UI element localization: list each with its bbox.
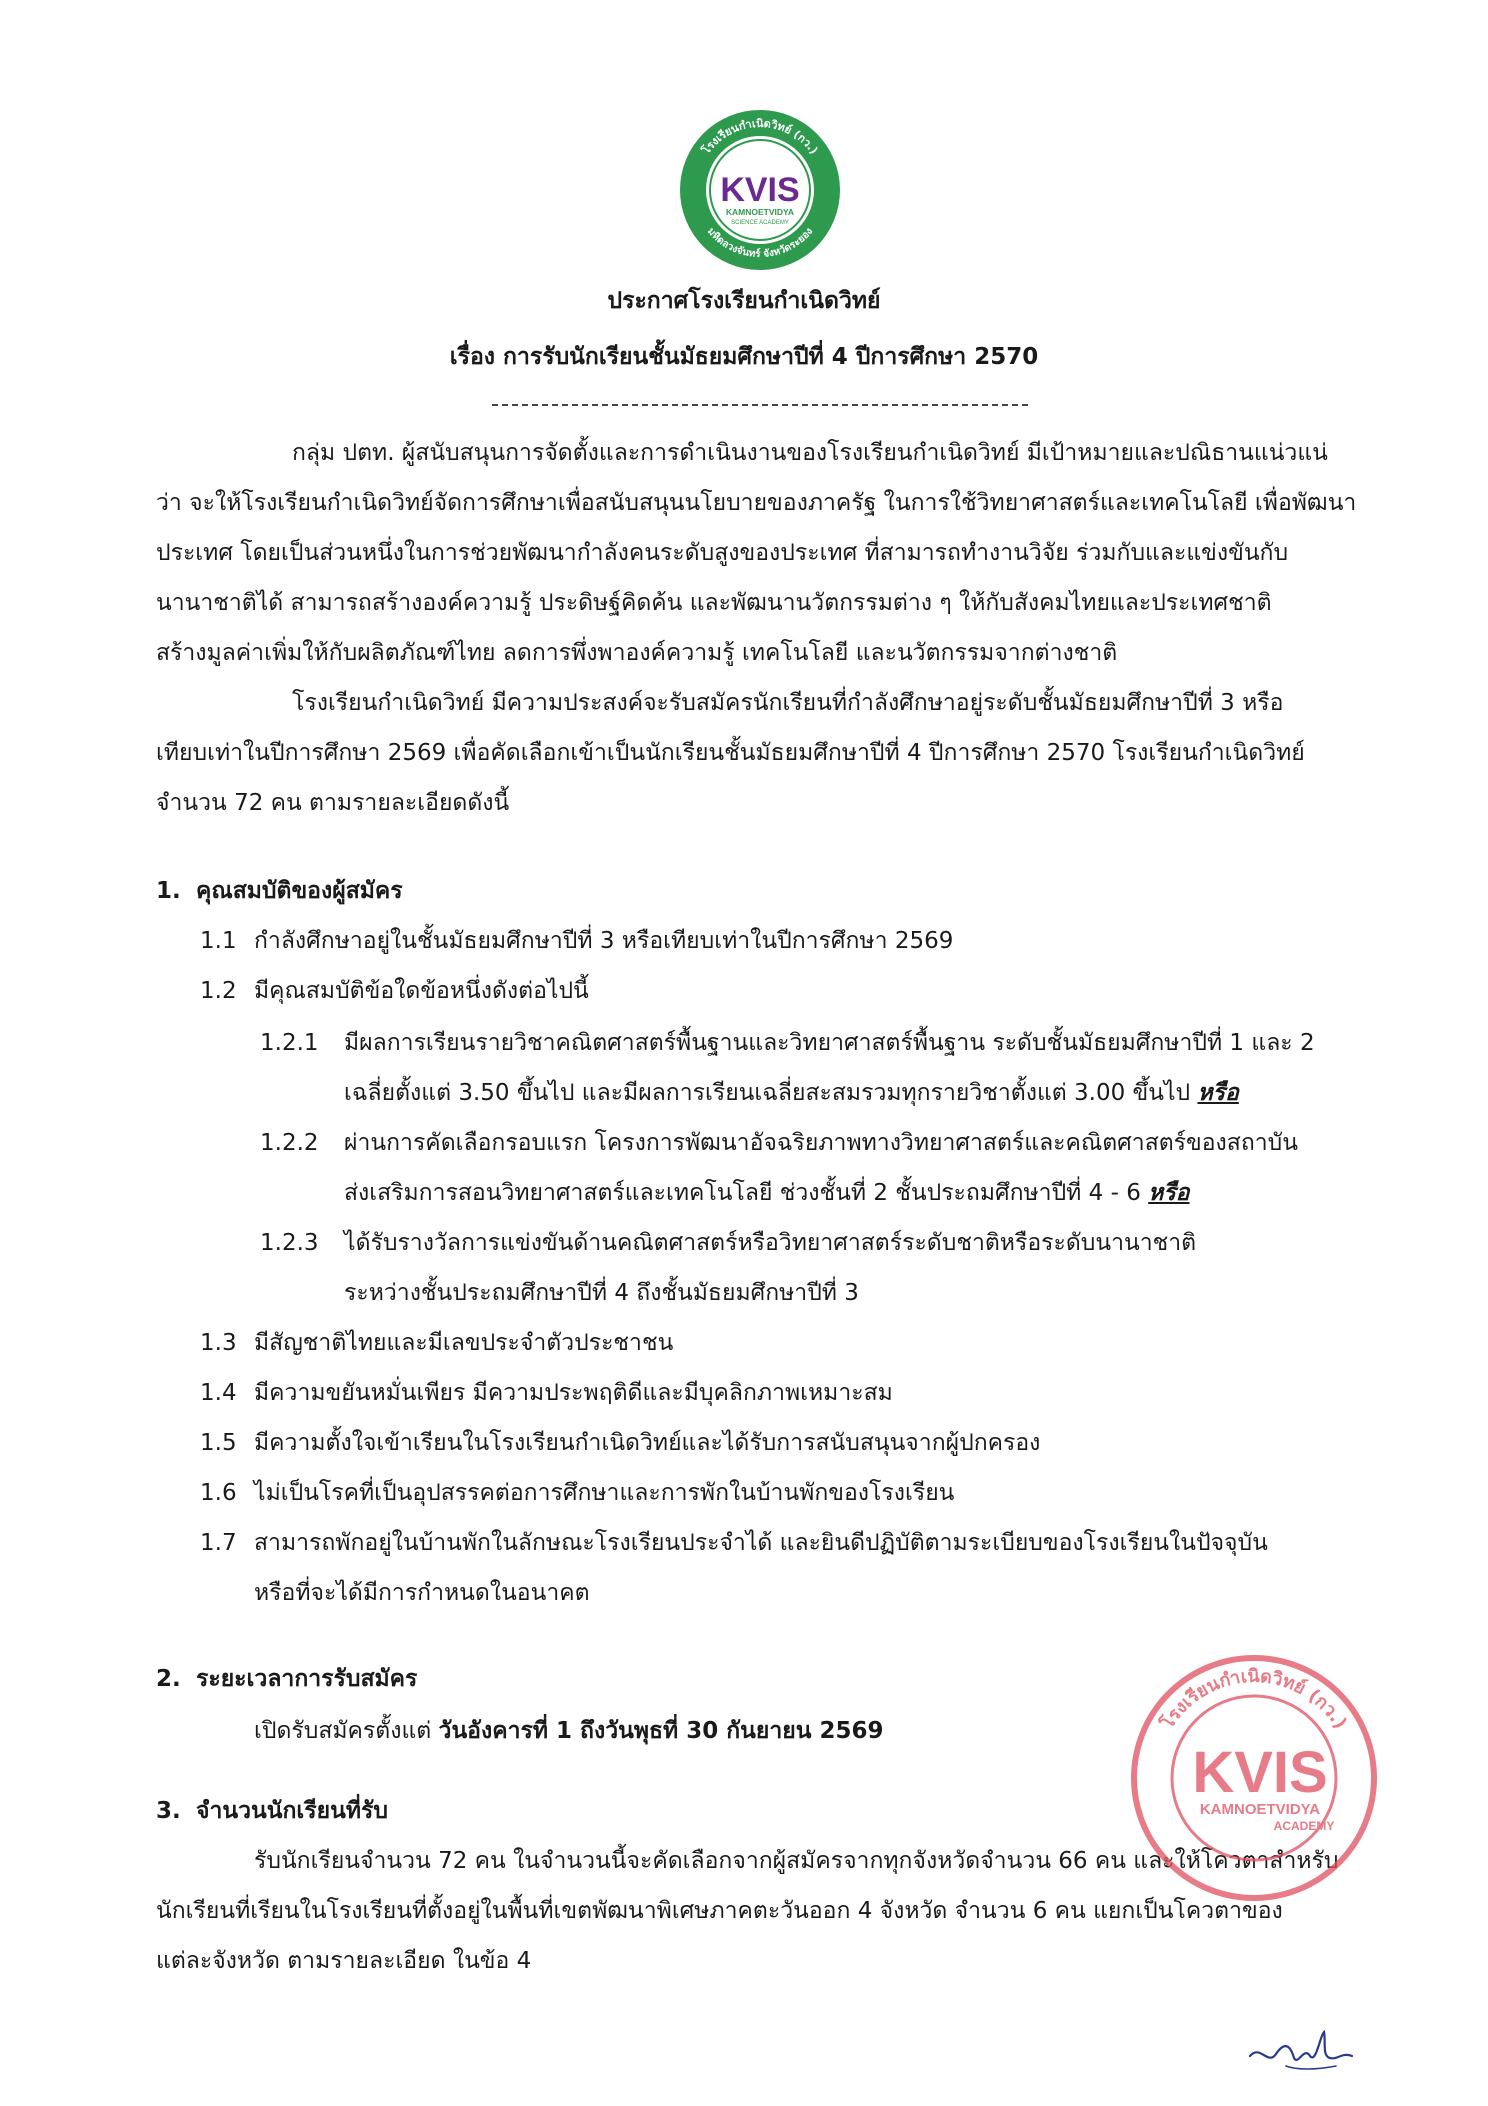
subitem-text: เฉลี่ยตั้งแต่ 3.50 ขึ้นไป และมีผลการเรียนเฉลี่ยสะสมรวมทุกรายวิชาตั้งแต่ 3.00 ขึ้นไป (344, 1080, 1191, 1106)
intro-line: โรงเรียนกำเนิดวิทย์ มีความประสงค์จะรับสมัครนักเรียนที่กำลังศึกษาอยู่ระดับชั้นมัธยมศึกษาปีที่ 3 หรือ (292, 690, 1284, 716)
quota-text: แต่ละจังหวัด ตามรายละเอียด ในข้อ 4 (156, 1948, 532, 1974)
quota-text: รับนักเรียนจำนวน 72 คน ในจำนวนนี้จะคัดเลือกจากผู้สมัครจากทุกจังหวัดจำนวน 66 คน และให้โควตาสำหรับ (254, 1848, 1339, 1874)
logo-sub-text2: SCIENCE ACADEMY (731, 220, 789, 226)
item-number: 1.1 (200, 928, 237, 954)
item-text: สามารถพักอยู่ในบ้านพักในลักษณะโรงเรียนประจำได้ และยินดีปฏิบัติตามระเบียบของโรงเรียนในปัจจุบัน (254, 1530, 1268, 1556)
kvis-logo (675, 105, 845, 275)
item-text: มีคุณสมบัติข้อใดข้อหนึ่งดังต่อไปนี้ (254, 978, 589, 1004)
subitem-number: 1.2.1 (260, 1030, 319, 1056)
section-2-number: 2. (156, 1666, 181, 1692)
school-stamp (1128, 1652, 1380, 1904)
application-period-prefix: เปิดรับสมัครตั้งแต่ (254, 1718, 439, 1744)
item-number: 1.7 (200, 1530, 237, 1556)
logo-ring-text-top: โรงเรียนกำเนิดวิทย์ (กว.) (699, 116, 821, 157)
intro-line: จำนวน 72 คน ตามรายละเอียดดังนี้ (156, 790, 510, 816)
stamp-sub-text: KAMNOETVIDYA (1199, 1801, 1321, 1818)
application-period-dates: วันอังคารที่ 1 ถึงวันพุธที่ 30 กันยายน 2569 (438, 1718, 884, 1744)
intro-line: กลุ่ม ปตท. ผู้สนับสนุนการจัดตั้งและการดำเนินงานของโรงเรียนกำเนิดวิทย์ มีเป้าหมายและปณิธานแน่วแน่ (292, 440, 1328, 466)
subitem-number: 1.2.2 (260, 1130, 319, 1156)
item-number: 1.3 (200, 1330, 237, 1356)
subitem-text-with-or (344, 1178, 1190, 1208)
item-text: กำลังศึกษาอยู่ในชั้นมัธยมศึกษาปีที่ 3 หรือเทียบเท่าในปีการศึกษา 2569 (254, 928, 954, 954)
announcement-title: ประกาศโรงเรียนกำเนิดวิทย์ (607, 288, 881, 314)
item-text: ไม่เป็นโรคที่เป็นอุปสรรคต่อการศึกษาและการพักในบ้านพักของโรงเรียน (254, 1480, 955, 1506)
subitem-text: ส่งเสริมการสอนวิทยาศาสตร์และเทคโนโลยี ช่วงชั้นที่ 2 ชั้นประถมศึกษาปีที่ 4 - 6 (344, 1180, 1141, 1206)
item-text: มีสัญชาติไทยและมีเลขประจำตัวประชาชน (254, 1330, 674, 1356)
stamp-ring-text: โรงเรียนกำเนิดวิทย์ (กว.) (1157, 1665, 1351, 1733)
stamp-sub-text2: ACADEMY (1273, 1819, 1335, 1833)
subitem-text: ผ่านการคัดเลือกรอบแรก โครงการพัฒนาอัจฉริยภาพทางวิทยาศาสตร์และคณิตศาสตร์ของสถาบัน (344, 1130, 1298, 1156)
item-text: มีความตั้งใจเข้าเรียนในโรงเรียนกำเนิดวิทย์และได้รับการสนับสนุนจากผู้ปกครอง (254, 1430, 1041, 1456)
item-text: หรือที่จะได้มีการกำหนดในอนาคต (254, 1580, 590, 1606)
item-number: 1.5 (200, 1430, 237, 1456)
item-number: 1.2 (200, 978, 237, 1004)
subitem-text-with-or (344, 1078, 1239, 1108)
intro-line: เทียบเท่าในปีการศึกษา 2569 เพื่อคัดเลือกเข้าเป็นนักเรียนชั้นมัธยมศึกษาปีที่ 4 ปีการศึกษา 2570 โรงเรียนกำเนิดวิทย์ (156, 740, 1305, 766)
section-3-number: 3. (156, 1798, 181, 1824)
item-text: มีความขยันหมั่นเพียร มีความประพฤติดีและมีบุคลิกภาพเหมาะสม (254, 1380, 893, 1406)
or-keyword: หรือ (1148, 1180, 1190, 1206)
intro-line: นานาชาติได้ สามารถสร้างองค์ความรู้ ประดิษฐ์คิดค้น และพัฒนานวัตกรรมต่าง ๆ ให้กับสังคมไทยและประเทศชาติ (156, 590, 1272, 616)
application-period (254, 1716, 883, 1746)
item-number: 1.6 (200, 1480, 237, 1506)
announcement-subject: เรื่อง การรับนักเรียนชั้นมัธยมศึกษาปีที่ 4 ปีการศึกษา 2570 (449, 344, 1039, 370)
intro-line: ประเทศ โดยเป็นส่วนหนึ่งในการช่วยพัฒนากำลังคนระดับสูงของประเทศ ที่สามารถทำงานวิจัย ร่วมกับและแข่งขันกับ (156, 540, 1289, 566)
section-1-title: คุณสมบัติของผู้สมัคร (196, 878, 403, 904)
header-divider (492, 404, 1028, 406)
section-2-title: ระยะเวลาการรับสมัคร (196, 1666, 418, 1692)
section-3-title: จำนวนนักเรียนที่รับ (196, 1798, 388, 1824)
subitem-text: ระหว่างชั้นประถมศึกษาปีที่ 4 ถึงชั้นมัธยมศึกษาปีที่ 3 (344, 1280, 859, 1306)
signature (1246, 2026, 1356, 2076)
subitem-number: 1.2.3 (260, 1230, 319, 1256)
intro-line: ว่า จะให้โรงเรียนกำเนิดวิทย์จัดการศึกษาเพื่อสนับสนุนนโยบายของภาครัฐ ในการใช้วิทยาศาสตร์และเทคโนโลยี เพื่อพัฒนา (156, 490, 1357, 516)
subitem-text: มีผลการเรียนรายวิชาคณิตศาสตร์พื้นฐานและวิทยาศาสตร์พื้นฐาน ระดับชั้นมัธยมศึกษาปีที่ 1 และ 2 (344, 1030, 1315, 1056)
logo-main-text: KVIS (720, 171, 800, 209)
stamp-main-text: KVIS (1192, 1740, 1328, 1805)
section-1-number: 1. (156, 878, 181, 904)
logo-sub-text: KAMNOETVIDYA (725, 207, 795, 217)
intro-line: สร้างมูลค่าเพิ่มให้กับผลิตภัณฑ์ไทย ลดการพึ่งพาองค์ความรู้ เทคโนโลยี และนวัตกรรมจากต่างชาติ (156, 640, 1118, 666)
logo-ring-text-bottom: มหิดลวงจันทร์ จังหวัดระยอง (704, 226, 816, 261)
item-number: 1.4 (200, 1380, 237, 1406)
quota-text: นักเรียนที่เรียนในโรงเรียนที่ตั้งอยู่ในพื้นที่เขตพัฒนาพิเศษภาคตะวันออก 4 จังหวัด จำนวน 6 คน แยกเป็นโควตาของ (156, 1898, 1283, 1924)
subitem-text: ได้รับรางวัลการแข่งขันด้านคณิตศาสตร์หรือวิทยาศาสตร์ระดับชาติหรือระดับนานาชาติ (344, 1230, 1197, 1256)
or-keyword: หรือ (1197, 1080, 1239, 1106)
